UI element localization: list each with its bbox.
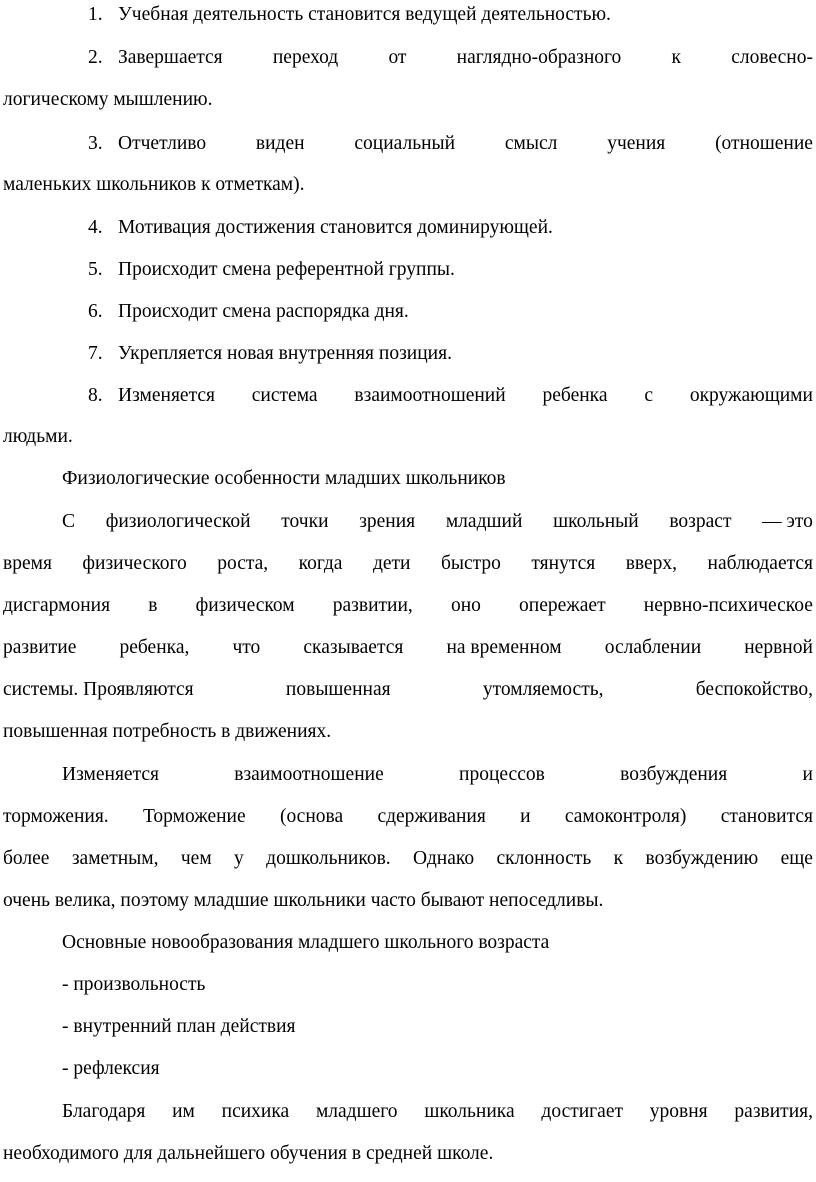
list-number: 3. — [88, 133, 103, 154]
paragraph-line: развитие ребенка, что сказывается на временном ослаблении нервной — [3, 637, 813, 658]
paragraph-line: С физиологической точки зрения младший школьный возраст — это — [62, 511, 813, 532]
list-item — [88, 215, 553, 241]
list-text: Происходит смена распорядка дня. — [118, 301, 409, 322]
paragraph-line: системы. Проявляются повышенная утомляемость, беспокойство, — [3, 679, 813, 700]
paragraph-line: Благодаря им психика младшего школьника достигает уровня развития, — [62, 1101, 813, 1122]
section-heading: Физиологические особенности младших школьников — [62, 468, 506, 489]
list-number: 4. — [88, 217, 103, 238]
list-item-continuation: логическому мышлению. — [3, 89, 213, 110]
list-item: - внутренний план действия — [62, 1016, 296, 1037]
list-item — [88, 2, 611, 28]
paragraph-line: необходимого для дальнейшего обучения в средней школе. — [3, 1143, 494, 1164]
paragraph-line: торможения. Торможение (основа сдерживания и самоконтроля) становится — [3, 806, 813, 827]
list-number: 1. — [88, 4, 103, 25]
list-item-continuation: маленьких школьников к отметкам). — [3, 174, 305, 195]
list-number: 8. — [88, 385, 103, 406]
paragraph-line: более заметным, чем у дошкольников. Однако склонность к возбуждению еще — [3, 848, 813, 869]
paragraph-line: время физического роста, когда дети быстро тянутся вверх, наблюдается — [3, 553, 813, 574]
list-item — [88, 341, 452, 367]
paragraph-line: дисгармония в физическом развитии, оно опережает нервно-психическое — [3, 595, 813, 616]
list-number: 6. — [88, 301, 103, 322]
list-number: 7. — [88, 343, 103, 364]
list-item — [88, 257, 455, 283]
list-text: Укрепляется новая внутренняя позиция. — [118, 343, 452, 364]
list-item: 2. Завершается переход от наглядно-образного к словесно- — [88, 45, 813, 71]
list-item-continuation: людьми. — [3, 426, 73, 447]
list-item: 3. Отчетливо виден социальный смысл учения (отношение — [88, 131, 813, 157]
list-text: Учебная деятельность становится ведущей деятельностью. — [118, 4, 611, 25]
list-item: - произвольность — [62, 974, 206, 995]
section-heading: Основные новообразования младшего школьного возраста — [62, 932, 550, 953]
paragraph-line: Изменяется взаимоотношение процессов возбуждения и — [62, 764, 813, 785]
paragraph-line: повышенная потребность в движениях. — [3, 721, 332, 742]
list-number: 5. — [88, 259, 103, 280]
paragraph-line: очень велика, поэтому младшие школьники часто бывают непоседливы. — [3, 890, 604, 911]
list-text: Мотивация достижения становится доминирующей. — [118, 217, 553, 238]
list-item: - рефлексия — [62, 1058, 160, 1079]
list-number: 2. — [88, 47, 103, 68]
list-item: 8. Изменяется система взаимоотношений ребенка с окружающими — [88, 383, 813, 409]
list-text: Происходит смена референтной группы. — [118, 259, 455, 280]
list-item — [88, 299, 409, 325]
